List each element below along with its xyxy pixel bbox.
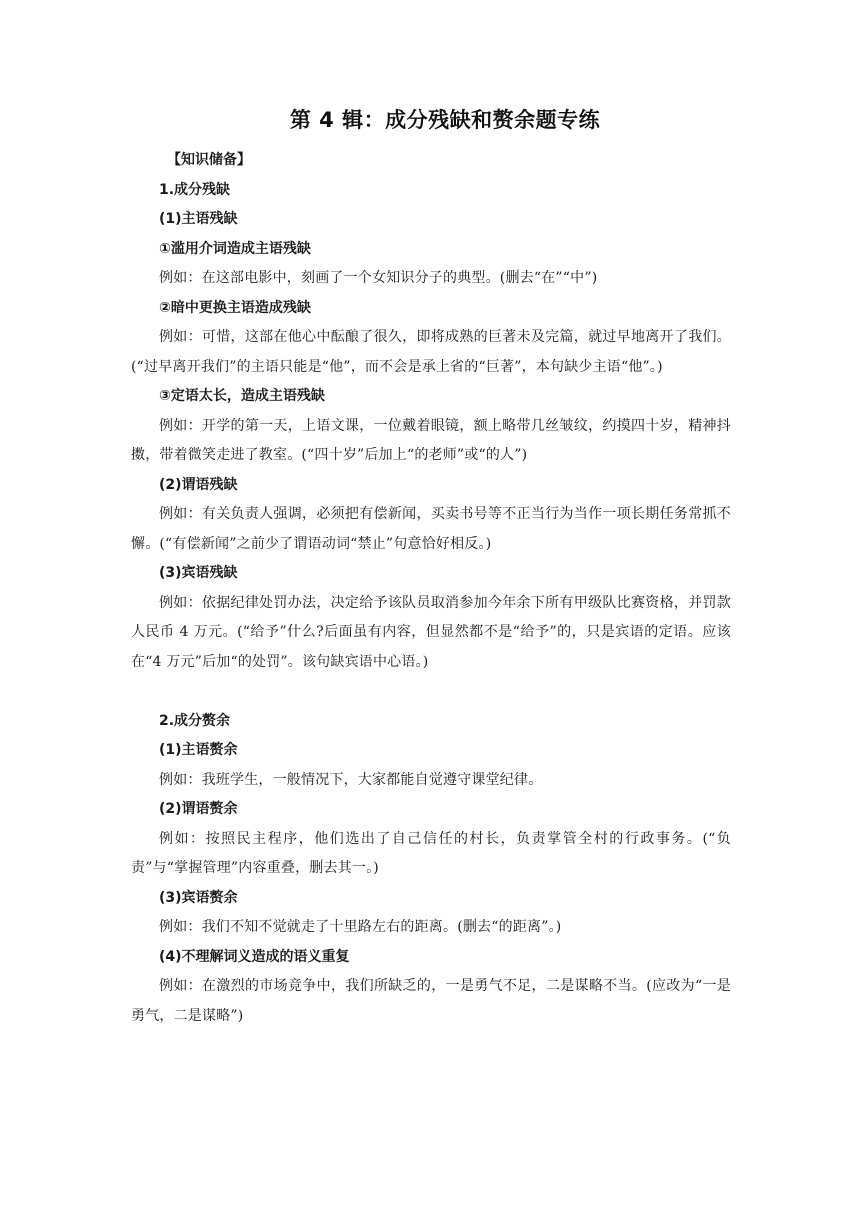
predicate-redundant-heading: (2)谓语赘余: [159, 801, 238, 817]
object-missing-heading: (3)宾语残缺: [159, 565, 238, 581]
subject-missing-heading: (1)主语残缺: [159, 211, 238, 227]
section-knowledge-label: 【知识储备】: [167, 152, 251, 168]
subject-swap-example: 例如：可惜，这部在他心中酝酿了很久，即将成熟的巨著未及完篇，就过早地离开了我们。(“过早离开我们”的主语只能是“他”，而不会是承上省的“巨著”，本句缺少主语“他”。): [131, 329, 731, 375]
predicate-redundant-example: 例如：按照民主程序，他们选出了自己信任的村长，负责掌管全村的行政事务。(“负责”与“掌握管理”内容重叠，删去其一。): [131, 830, 731, 876]
document-title: 第 4 辑：成分残缺和赘余题专练: [289, 108, 601, 132]
long-attributive-example: 例如：开学的第一天，上语文课，一位戴着眼镜，额上略带几丝皱纹，约摸四十岁，精神抖擞，带着微笑走进了教室。(“四十岁”后加上“的老师”或“的人”): [131, 417, 731, 463]
object-redundant-heading: (3)宾语赘余: [159, 889, 238, 906]
object-redundant-example: 例如：我们不知不觉就走了十里路左右的距离。(删去“的距离”。): [159, 919, 562, 935]
preposition-misuse-heading: ①滥用介词造成主语残缺: [159, 240, 311, 257]
object-missing-example: 例如：依据纪律处罚办法，决定给予该队员取消参加今年余下所有甲级队比赛资格，并罚款人民币 4 万元。(“给予”什么?后面虽有内容，但显然都不是“给予”的，只是宾语的定语。应该在“4 万元”后加“的处罚”。该句缺宾语中心语。): [131, 594, 731, 670]
section-spacer: [131, 677, 731, 707]
preposition-misuse-example: 例如：在这部电影中，刻画了一个女知识分子的典型。(删去“在”“中”): [159, 270, 598, 286]
predicate-missing-example: 例如：有关负责人强调，必须把有偿新闻，买卖书号等不正当行为当作一项长期任务常抓不懈。(“有偿新闻”之前少了谓语动词“禁止”句意恰好相反。): [131, 506, 731, 552]
part1-heading: 1.成分残缺: [159, 181, 231, 198]
long-attributive-heading: ③定语太长，造成主语残缺: [159, 388, 325, 404]
subject-redundant-heading: (1)主语赘余: [159, 742, 238, 758]
document-body: [131, 146, 731, 1031]
semantic-repetition-example: 例如：在激烈的市场竞争中，我们所缺乏的，一是勇气不足，二是谋略不当。(应改为“一是勇气，二是谋略”): [131, 978, 731, 1024]
semantic-repetition-heading: (4)不理解词义造成的语义重复: [159, 948, 350, 965]
subject-redundant-example: 例如：我班学生，一般情况下，大家都能自觉遵守课堂纪律。: [159, 771, 543, 788]
predicate-missing-heading: (2)谓语残缺: [159, 476, 238, 493]
subject-swap-heading: ②暗中更换主语造成残缺: [159, 299, 311, 316]
part2-heading: 2.成分赘余: [159, 712, 231, 729]
